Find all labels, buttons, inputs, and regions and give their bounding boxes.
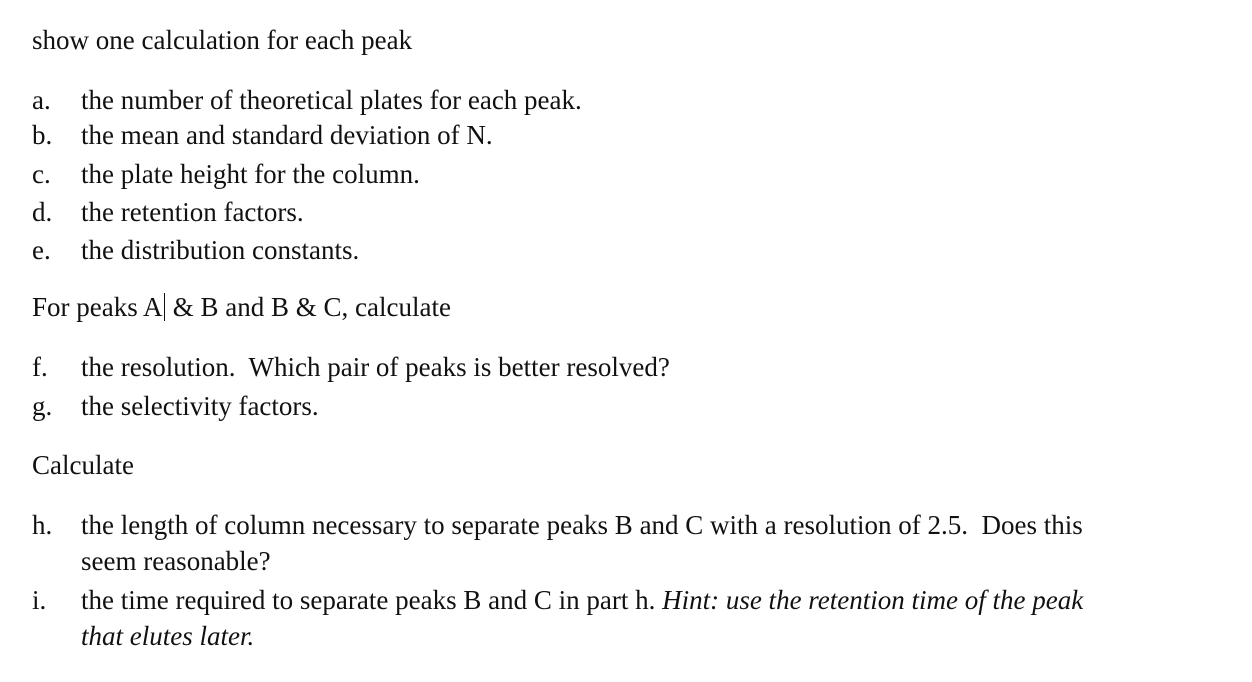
list-text: the plate height for the column. xyxy=(81,159,420,189)
list-text: the mean and standard deviation of N. xyxy=(81,120,493,150)
list-marker: c. xyxy=(32,159,51,189)
list-marker: h. xyxy=(32,510,53,540)
list-text: the selectivity factors. xyxy=(81,391,319,421)
list-marker: f. xyxy=(32,352,48,382)
list-text xyxy=(81,507,1221,579)
list-text: the retention factors. xyxy=(81,197,304,227)
list-marker: d. xyxy=(32,197,53,227)
list-text xyxy=(81,582,1221,654)
list-marker: e. xyxy=(32,235,51,265)
list-text-line2: seem reasonable? xyxy=(81,546,271,576)
peaks-heading[interactable] xyxy=(32,291,451,323)
peaks-heading-part1: For peaks A xyxy=(32,292,163,322)
list-marker: g. xyxy=(32,391,53,421)
list-text-line1: the length of column necessary to separate peaks B and C with a resolution of 2.5. Does this xyxy=(81,510,1083,540)
text-caret xyxy=(164,293,166,321)
list-marker: b. xyxy=(32,120,53,150)
list-text: the resolution. Which pair of peaks is better resolved? xyxy=(81,352,670,382)
list-text: the distribution constants. xyxy=(81,235,360,265)
hint-text-line2: that elutes later. xyxy=(81,621,255,651)
list-marker: a. xyxy=(32,85,51,115)
hint-text-line1: Hint: use the retention time of the peak xyxy=(662,585,1084,615)
list-marker: i. xyxy=(32,585,47,615)
peaks-heading-part2: & B and B & C, calculate xyxy=(166,292,451,322)
list-text: the number of theoretical plates for each peak. xyxy=(81,85,582,115)
list-text-plain: the time required to separate peaks B and C in part h. xyxy=(81,585,663,615)
intro-text: show one calculation for each peak xyxy=(32,25,413,55)
calculate-heading: Calculate xyxy=(32,450,134,480)
